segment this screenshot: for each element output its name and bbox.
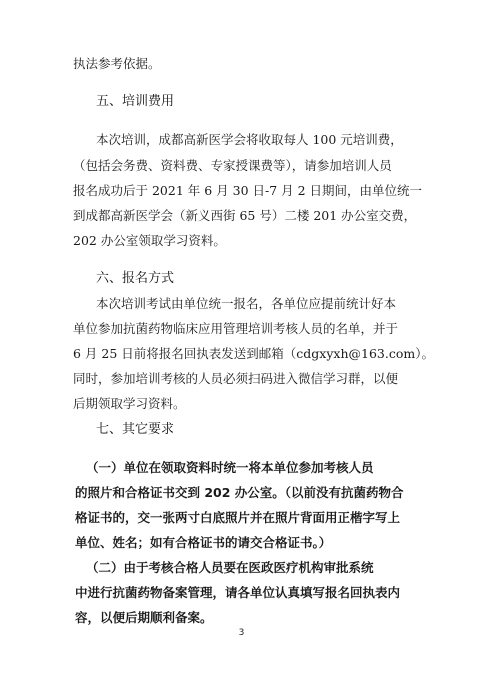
section-7-para-2-line: 中进行抗菌药物备案管理，请各单位认真填写报名回执表内 bbox=[75, 585, 401, 600]
section-6-line: 本次培训考试由单位统一报名，各单位应提前统计好本 bbox=[96, 296, 397, 311]
section-7-para-1-line: （一）单位在领取资料时统一将本单位参加考核人员 bbox=[86, 460, 374, 475]
section-6-line: 单位参加抗菌药物临床应用管理培训考核人员的名单，并于 bbox=[73, 321, 399, 336]
section-5-line: 本次培训，成都高新医学会将收取每人 100 元培训费， bbox=[96, 132, 403, 147]
section-7-para-1-line: 的照片和合格证书交到 202 办公室。（以前没有抗菌药物合 bbox=[75, 485, 404, 500]
section-5-line: 202 办公室领取学习资料。 bbox=[73, 233, 226, 248]
section-5-line: （包括会务费、资料费、专家授课费等），请参加培训人员 bbox=[73, 158, 392, 173]
section-7-para-1-line: 单位、姓名；如有合格证书的请交合格证书。） bbox=[75, 535, 332, 550]
section-7-para-1-line: 格证书的，交一张两寸白底照片并在照片背面用正楷字写上 bbox=[75, 510, 401, 525]
section-6-line: 同时，参加培训考核的人员必须扫码进入微信学习群，以便 bbox=[73, 371, 399, 386]
section-6-line: 后期领取学习资料。 bbox=[73, 396, 186, 411]
section-5-line: 报名成功后于 2021 年 6 月 30 日-7 月 2 日期间，由单位统一 bbox=[73, 183, 423, 198]
continuation-line: 执法参考依据。 bbox=[73, 56, 161, 71]
section-7-para-2-line: （二）由于考核合格人员要在医政医疗机构审批系统 bbox=[86, 560, 374, 575]
section-6-line: 6 月 25 日前将报名回执表发送到邮箱（cdgxyxh@163.com）。 bbox=[73, 346, 434, 361]
section-7-heading: 七、其它要求 bbox=[96, 422, 175, 437]
section-5-line: 到成都高新医学会（新义西街 65 号）二楼 201 办公室交费， bbox=[73, 208, 417, 223]
page-number: 3 bbox=[238, 628, 245, 638]
section-5-heading: 五、培训费用 bbox=[96, 94, 175, 109]
section-6-heading: 六、报名方式 bbox=[96, 271, 175, 286]
section-7-para-2-line: 容，以便后期顺利备案。 bbox=[75, 610, 213, 625]
